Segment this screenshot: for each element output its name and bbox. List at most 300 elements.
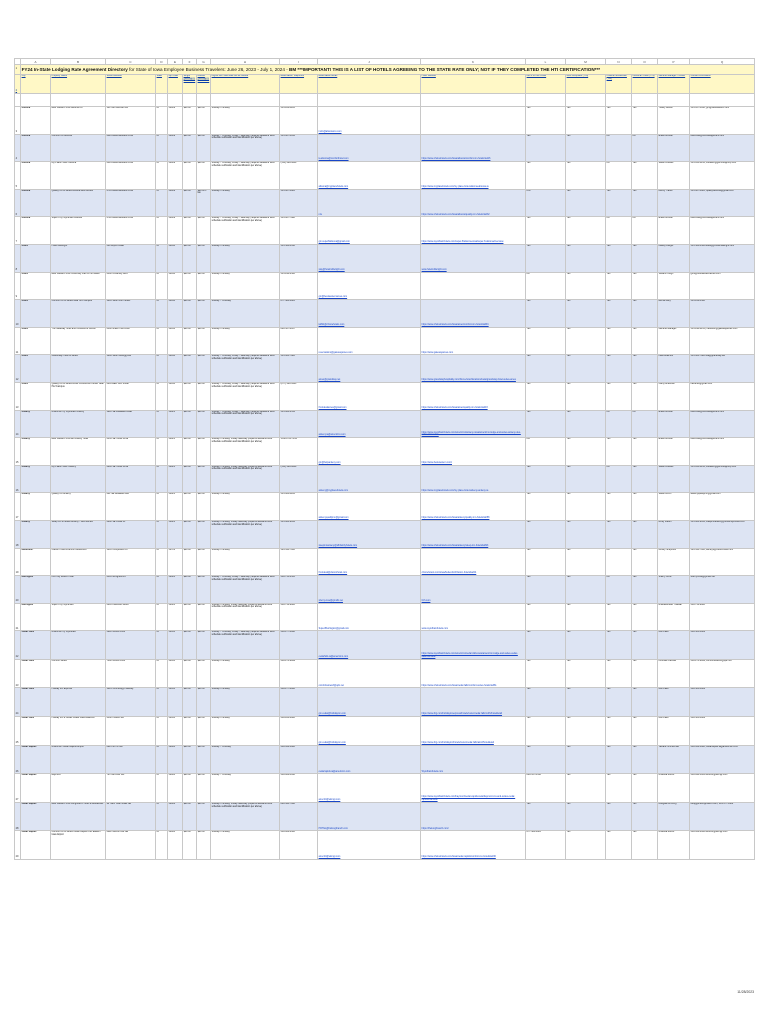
table-cell[interactable]: Yes	[632, 520, 658, 548]
table-cell[interactable]: Baymont	[51, 774, 106, 803]
table-cell[interactable]: Sunday-Thursday	[211, 688, 280, 717]
table-cell[interactable]: $80.00	[183, 244, 197, 272]
table-cell[interactable]: IA	[156, 438, 168, 466]
table-cell[interactable]: The Gateway Hotel and Conference Center	[51, 327, 106, 355]
table-cell[interactable]: 2100 Green Hills Drive	[106, 327, 156, 355]
table-cell[interactable]: Sarah Lobelier	[658, 465, 690, 493]
table-cell[interactable]: sherry.crew@gmsllc.net	[690, 576, 755, 604]
empty-cell[interactable]	[51, 94, 106, 107]
table-cell[interactable]: Ankeny	[21, 465, 51, 493]
table-cell[interactable]: 50010	[168, 244, 183, 272]
table-cell[interactable]: Ames	[21, 327, 51, 355]
table-cell[interactable]: 319-273-9999, comfortsuitescf@qdc.net	[690, 659, 755, 688]
table-cell[interactable]: Yes	[606, 272, 632, 300]
table-cell[interactable]: Yes	[566, 410, 606, 438]
table-cell[interactable]: GrandStay Hotel & Suites	[51, 355, 106, 383]
table-cell[interactable]: IA	[156, 355, 168, 383]
table-cell[interactable]: 50009	[168, 107, 183, 135]
table-cell[interactable]: stay@hotelmillwright.com	[318, 244, 421, 272]
table-cell[interactable]: 50613	[168, 717, 183, 746]
table-cell[interactable]: No	[606, 465, 632, 493]
table-cell[interactable]: Yes	[632, 465, 658, 493]
hotel-website-link[interactable]: https://www.choicehotels.com/iowa/ankeny/quality-inn-hotels/ia058	[421, 493, 526, 521]
table-cell[interactable]: Yes	[526, 107, 566, 135]
table-cell[interactable]: Keeley Dwight	[658, 244, 690, 272]
table-cell[interactable]: $80.00	[197, 134, 211, 162]
hotel-website-link[interactable]: https://www.choicehotels.com/iowa/ankeny/sleep-inn-hotels/ia093	[421, 520, 526, 548]
table-cell[interactable]: Yes	[606, 382, 632, 410]
table-cell[interactable]: Yes	[606, 688, 632, 717]
table-cell[interactable]: Best Western Plus University Park Inn & Suites	[51, 272, 106, 300]
table-cell[interactable]: 6815 6th St SW	[106, 745, 156, 774]
table-cell[interactable]: 515-850-6212, slobelier@gbrhotelgroup.com	[690, 465, 755, 493]
table-cell[interactable]: 52601	[168, 576, 183, 604]
table-cell[interactable]: gm.cedar@holidayinn.com	[318, 688, 421, 717]
table-cell[interactable]: 52404	[168, 774, 183, 803]
table-cell[interactable]: Bhavdeshwari Thakkar	[658, 603, 690, 631]
empty-cell[interactable]	[632, 94, 658, 107]
table-cell[interactable]: My Place Hotel- Ankeny	[51, 465, 106, 493]
table-cell[interactable]: Cedar Rapids	[21, 802, 51, 831]
table-cell[interactable]: 319-277-6008	[280, 631, 318, 660]
table-cell[interactable]: Yes	[632, 745, 658, 774]
table-cell[interactable]: Sunday-Thursday, Friday-Saturday (requires weekend work schedule verification and identification per above)	[211, 603, 280, 631]
table-cell[interactable]: 2716 Adventureland Drive	[106, 189, 156, 217]
table-cell[interactable]: doug@thelongbranch.com, 319-377-6386	[690, 802, 755, 831]
column-letter[interactable]: K	[421, 59, 526, 65]
table-cell[interactable]: 515-663-7820 lisa@grandstay.net	[690, 355, 755, 383]
table-cell[interactable]: Yes	[632, 244, 658, 272]
table-cell[interactable]: reservations@gatewayames.com	[318, 327, 421, 355]
table-cell[interactable]: Sunday - Thursday, Friday - Saturday (requires weekend work schedule verification and identification per above)	[211, 631, 280, 660]
table-cell[interactable]: Yes	[606, 745, 632, 774]
table-cell[interactable]: 319-753-2565	[280, 576, 318, 604]
hotel-website-link[interactable]	[421, 272, 526, 300]
column-letter[interactable]: M	[566, 59, 606, 65]
table-cell[interactable]: Sunday - Thursday, Friday - Saturday (requires weekend work schedule verification and identification per above)	[211, 217, 280, 245]
column-header[interactable]: ADA Compliant (Y/N)	[566, 75, 606, 94]
hotel-website-link[interactable]: Wyndhamhotels.com	[421, 745, 526, 774]
table-cell[interactable]: AmericInn Cedar Rapids Airport	[51, 745, 106, 774]
table-cell[interactable]: Quality Inn Ankeny	[51, 493, 106, 521]
table-cell[interactable]: IA	[156, 327, 168, 355]
table-cell[interactable]: Yes	[526, 410, 566, 438]
column-header[interactable]: State	[156, 75, 168, 94]
table-cell[interactable]: 50010	[168, 300, 183, 328]
table-cell[interactable]: IA	[156, 774, 168, 803]
table-cell[interactable]: 515-508-8310	[280, 244, 318, 272]
table-cell[interactable]: gm@bestwesternames.com	[318, 272, 421, 300]
table-cell[interactable]: Yes	[606, 520, 632, 548]
table-cell[interactable]: $80.00	[197, 355, 211, 383]
table-cell[interactable]: Yes	[526, 134, 566, 162]
table-cell[interactable]: IA	[156, 576, 168, 604]
table-cell[interactable]: IA	[156, 300, 168, 328]
table-cell[interactable]: Sunday-Thursday	[211, 327, 280, 355]
table-cell[interactable]: Yes	[566, 745, 606, 774]
table-cell[interactable]: 515-967-7888	[280, 217, 318, 245]
table-cell[interactable]: $80.00	[183, 327, 197, 355]
table-cell[interactable]: Yes	[632, 327, 658, 355]
table-cell[interactable]: 319-505-0809	[690, 688, 755, 717]
table-cell[interactable]: 52722	[168, 548, 183, 576]
table-cell[interactable]: $80.00	[197, 576, 211, 604]
table-cell[interactable]: $80.00	[183, 659, 197, 688]
table-cell[interactable]: $80.00	[197, 244, 211, 272]
column-letter[interactable]: J	[318, 59, 421, 65]
table-cell[interactable]: Ricky Patton	[658, 520, 690, 548]
table-cell[interactable]: Yes	[606, 244, 632, 272]
table-cell[interactable]: $80.00	[183, 107, 197, 135]
table-cell[interactable]: $80.00	[197, 774, 211, 803]
table-cell[interactable]: Sarah Lobelier	[658, 162, 690, 190]
column-header[interactable]: City	[21, 75, 51, 94]
table-cell[interactable]: Tamara Timmerman	[658, 745, 690, 774]
table-cell[interactable]: 515-967-4885	[280, 189, 318, 217]
table-cell[interactable]: Altoona	[21, 217, 51, 245]
table-cell[interactable]: Yes	[566, 162, 606, 190]
table-cell[interactable]: innfo@altoonainn.com	[318, 107, 421, 135]
table-cell[interactable]: $80.00	[183, 410, 197, 438]
table-cell[interactable]: $80.00	[197, 548, 211, 576]
table-cell[interactable]: gm2@bestwesternames.com	[690, 272, 755, 300]
table-cell[interactable]: 2600 SE Creek Dr.	[106, 520, 156, 548]
table-cell[interactable]: Yes	[632, 802, 658, 831]
table-cell[interactable]: IA	[156, 134, 168, 162]
hotel-website-link[interactable]: https://www.myplacehotels.com/my-place-hotel-ankeny-ankeny-ia	[421, 465, 526, 493]
hotel-website-link[interactable]	[421, 107, 526, 135]
table-cell[interactable]: erlehman@drkmanagement.com	[690, 217, 755, 245]
table-cell[interactable]: Yes	[526, 745, 566, 774]
table-cell[interactable]: Yes	[526, 548, 566, 576]
table-cell[interactable]: Yes	[632, 631, 658, 660]
table-cell[interactable]: $80.00	[197, 831, 211, 860]
table-cell[interactable]: Bettendorf	[21, 548, 51, 576]
table-cell[interactable]: Ames	[21, 355, 51, 383]
table-cell[interactable]: sherry.crew@gmsllc.net	[318, 576, 421, 604]
table-cell[interactable]: 201 SE Delaware Ave	[106, 493, 156, 521]
empty-cell[interactable]	[606, 94, 632, 107]
table-cell[interactable]: $80.00	[183, 465, 197, 493]
empty-cell[interactable]	[183, 94, 197, 107]
table-cell[interactable]: 319-273-9999	[280, 659, 318, 688]
hotel-website-link[interactable]: fcrh.com	[421, 576, 526, 604]
table-cell[interactable]: Yes	[566, 603, 606, 631]
table-cell[interactable]: Douglas De Long	[658, 802, 690, 831]
table-cell[interactable]: 3001 Kirkwood Street	[106, 603, 156, 631]
column-header[interactable]: Reservation Telephone	[280, 75, 318, 94]
hotel-website-link[interactable]: https://www.wyndhamhotels.com/americinn/cedar-falls-iowa/americinn-lodge-and-suites-cedar-falls/overview	[421, 631, 526, 660]
table-cell[interactable]: $80.00	[183, 802, 197, 831]
table-cell[interactable]: $80.00	[197, 107, 211, 135]
hotel-website-link[interactable]: https://www.choicehotels.com/iowa/ames/comfort-inn-hotels/ia091	[421, 300, 526, 328]
table-cell[interactable]: IA	[156, 659, 168, 688]
table-cell[interactable]: Sunday - Thursday	[211, 745, 280, 774]
table-cell[interactable]: $80.00	[183, 576, 197, 604]
table-cell[interactable]: No	[606, 217, 632, 245]
table-cell[interactable]: $80.00	[183, 162, 197, 190]
table-cell[interactable]: Holiday Inn Express	[51, 688, 106, 717]
column-letter[interactable]: C	[106, 59, 156, 65]
table-cell[interactable]: $80.00	[197, 603, 211, 631]
table-cell[interactable]: Yes	[526, 465, 566, 493]
column-header[interactable]: Contact Information	[690, 75, 755, 94]
table-cell[interactable]: Yes	[526, 603, 566, 631]
table-cell[interactable]: Yes	[606, 603, 632, 631]
table-cell[interactable]: Yes	[632, 438, 658, 466]
table-cell[interactable]: Cedar Rapids	[21, 831, 51, 860]
table-cell[interactable]: 515-508-8306 keeley@hotelmillwright.com	[690, 244, 755, 272]
table-cell[interactable]: N/A	[526, 189, 566, 217]
table-cell[interactable]: $80.00	[183, 631, 197, 660]
hotel-website-link[interactable]: https://www.ihg.com/holidayinn/hotels/us/en/cedar-falls/alocf/hoteldetail	[421, 717, 526, 746]
table-cell[interactable]: Super8burlington@gmail.com	[318, 603, 421, 631]
table-cell[interactable]: 2601 East 13th Street	[106, 382, 156, 410]
table-cell[interactable]: $80.00	[197, 438, 211, 466]
table-cell[interactable]: Sleep Inn & Suites Ankeny - Des Moines	[51, 520, 106, 548]
empty-cell[interactable]	[156, 94, 168, 107]
table-cell[interactable]: comfortsuitescf@qdc.net	[318, 659, 421, 688]
table-cell[interactable]: Yes	[566, 659, 606, 688]
table-cell[interactable]: Yes	[526, 244, 566, 272]
table-cell[interactable]: $80.00	[197, 631, 211, 660]
table-cell[interactable]: 52402	[168, 802, 183, 831]
table-cell[interactable]: No	[606, 134, 632, 162]
table-cell[interactable]: Sunday-Thursday	[211, 831, 280, 860]
table-cell[interactable]: Yes	[632, 576, 658, 604]
column-letter[interactable]: H	[211, 59, 280, 65]
empty-cell[interactable]	[690, 94, 755, 107]
table-cell[interactable]: IA	[156, 631, 168, 660]
table-cell[interactable]: Erika Lehman	[658, 410, 690, 438]
table-cell[interactable]: Atul Patel	[658, 717, 690, 746]
table-cell[interactable]: (515) 288-8688	[280, 465, 318, 493]
table-cell[interactable]: Sunday-Thursday	[211, 493, 280, 521]
empty-cell[interactable]	[566, 94, 606, 107]
table-cell[interactable]: 100 34th Avenue NW	[106, 107, 156, 135]
table-cell[interactable]: cameres@gmail.com	[690, 382, 755, 410]
table-cell[interactable]: Sunday-Thursday, Friday-Saturday (requires weekend work schedule verification and identification per above)	[211, 465, 280, 493]
table-cell[interactable]: ankenyqualityinn@gmail.com	[690, 493, 755, 521]
empty-cell[interactable]	[658, 94, 690, 107]
table-cell[interactable]: Yes	[526, 631, 566, 660]
table-cell[interactable]: 319-505-0809	[690, 717, 755, 746]
table-cell[interactable]: William Pough	[658, 272, 690, 300]
table-cell[interactable]: Yes	[526, 162, 566, 190]
column-letter[interactable]: O	[632, 59, 658, 65]
empty-cell[interactable]	[106, 94, 156, 107]
table-cell[interactable]: ia.altoona@comforthotel.com	[318, 134, 421, 162]
table-cell[interactable]: Quality Inn & Suites Ames Conference Center Near ISU Campus	[51, 382, 106, 410]
table-cell[interactable]: $80.00	[197, 688, 211, 717]
table-cell[interactable]: Yes	[526, 576, 566, 604]
table-cell[interactable]: 1910 SE Delaware Road	[106, 410, 156, 438]
table-cell[interactable]: 515-957-3430, gm@bestwestern.com	[690, 107, 755, 135]
column-header[interactable]: Reservation Email	[318, 75, 421, 94]
table-cell[interactable]: 50021	[168, 465, 183, 493]
table-cell[interactable]: gm.super8altoona@gmail.com	[318, 217, 421, 245]
column-letter[interactable]: I	[280, 59, 318, 65]
table-cell[interactable]: Erika Lehman	[658, 217, 690, 245]
table-cell[interactable]: Yes	[566, 300, 606, 328]
table-cell[interactable]: AmericInn by Wyndham Ankeny	[51, 410, 106, 438]
table-cell[interactable]: 2501 Mt Agnes Rd	[106, 576, 156, 604]
table-cell[interactable]: Yes	[566, 831, 606, 860]
table-cell[interactable]: 1606 South Kellogg Ave	[106, 355, 156, 383]
table-cell[interactable]: $80.00	[183, 189, 197, 217]
table-cell[interactable]: Yes	[632, 548, 658, 576]
table-cell[interactable]: 515-262-0203	[280, 107, 318, 135]
table-cell[interactable]: 319-752-9806	[280, 603, 318, 631]
table-cell[interactable]: Yes	[632, 107, 658, 135]
column-letter[interactable]: F	[183, 59, 197, 65]
table-cell[interactable]: Yes	[526, 382, 566, 410]
table-cell[interactable]: 2323 Adventureland Drive	[106, 134, 156, 162]
table-cell[interactable]: Ankeny	[21, 410, 51, 438]
table-cell[interactable]: Cathy Anderson	[658, 382, 690, 410]
table-cell[interactable]: IA	[156, 244, 168, 272]
table-cell[interactable]: ia091@choicehotels.com	[318, 300, 421, 328]
table-cell[interactable]: 300 Airport Road	[106, 244, 156, 272]
table-cell[interactable]: Yes	[632, 717, 658, 746]
table-cell[interactable]: frontdesk@clarionhotel.com	[318, 548, 421, 576]
hotel-website-link[interactable]: https://www.choicehotels.com/iowa/altoona/quality-inn-hotels/ia232	[421, 189, 526, 217]
table-cell[interactable]: $80.00	[183, 520, 197, 548]
table-cell[interactable]: No	[606, 410, 632, 438]
table-cell[interactable]: IA	[156, 162, 168, 190]
table-cell[interactable]: gm@bwpankeny.com	[318, 438, 421, 466]
hotel-website-link[interactable]: https://www.bestwestern.com/	[421, 438, 526, 466]
table-cell[interactable]: Yes	[566, 217, 606, 245]
column-letter[interactable]: P	[658, 59, 690, 65]
table-cell[interactable]: Yes	[632, 831, 658, 860]
table-cell[interactable]: (515) 288-6688	[280, 162, 318, 190]
table-cell[interactable]: Yes	[566, 382, 606, 410]
table-cell[interactable]: Yes	[526, 520, 566, 548]
table-cell[interactable]: 319-505-0809	[690, 631, 755, 660]
table-cell[interactable]: Altoona	[21, 162, 51, 190]
table-cell[interactable]: ankeny@myplacehotels.com	[318, 465, 421, 493]
table-cell[interactable]: $80.00	[197, 382, 211, 410]
table-cell[interactable]: Erika Lehman	[658, 438, 690, 466]
table-cell[interactable]: Yes	[632, 300, 658, 328]
table-cell[interactable]: Sunday-Thursday, Friday-Saturday (requires weekend work schedule verification and identification per above)	[211, 520, 280, 548]
table-cell[interactable]: 515-964-8202	[280, 493, 318, 521]
table-cell[interactable]: Yes	[566, 438, 606, 466]
table-cell[interactable]: 515-298-2211 | careswm@gatewayames.com	[690, 327, 755, 355]
table-cell[interactable]: Cedar Falls	[21, 659, 51, 688]
table-cell[interactable]: $94.00	[197, 802, 211, 831]
table-cell[interactable]: $80.00	[197, 520, 211, 548]
table-cell[interactable]: 515-850-6212, slobelier@gbrhotelgroup.com	[690, 162, 755, 190]
table-cell[interactable]: General Manager	[658, 327, 690, 355]
table-cell[interactable]: Altoona	[21, 134, 51, 162]
hotel-website-link[interactable]: choicehotels.com/iowa/bettendorf/clarion-hotels/ia224	[421, 548, 526, 576]
hotel-website-link[interactable]: https://www.choicehotels.com/iowa/cedar-rapids/comfort-inn-hotels/ia196	[421, 831, 526, 860]
table-cell[interactable]: 319-862-2300	[280, 831, 318, 860]
table-cell[interactable]: Erika Lehman	[658, 134, 690, 162]
table-cell[interactable]: 50021	[168, 520, 183, 548]
table-cell[interactable]: Yes	[566, 244, 606, 272]
table-cell[interactable]: Sunday-Thursday	[211, 272, 280, 300]
table-cell[interactable]: Sunday-Thursday, Friday-Saturday (requires weekend work schedule verification and identification per above)	[211, 438, 280, 466]
table-cell[interactable]: Comfort Suites	[51, 659, 106, 688]
table-cell[interactable]: 800-443-7660	[280, 802, 318, 831]
table-cell[interactable]: Sunday-Thursday, Friday-Saturday (requires weekend work schedule verification and identification per above)	[211, 802, 280, 831]
table-cell[interactable]: Sunday - Thursday, Friday - Saturday (requires weekend work schedule verification and identification per above)	[211, 410, 280, 438]
table-cell[interactable]: Ames	[21, 300, 51, 328]
table-cell[interactable]: IA	[156, 717, 168, 746]
table-cell[interactable]: $80.00	[197, 745, 211, 774]
table-cell[interactable]: Denny Traoré	[658, 189, 690, 217]
table-cell[interactable]: 90 Twixt Town Road NE	[106, 802, 156, 831]
table-cell[interactable]: 319-632-1800, cedarrapids.ia@americinn.com	[690, 745, 755, 774]
table-cell[interactable]: Atul Patel	[658, 688, 690, 717]
table-cell[interactable]: Yes	[566, 774, 606, 803]
table-cell[interactable]: amerritt@wkmgt.com	[318, 774, 421, 803]
table-cell[interactable]: 877-424-6423	[526, 831, 566, 860]
table-cell[interactable]: Super 8 by Wyndham Altoona	[51, 217, 106, 245]
column-header[interactable]: Single Occupancy Room Rate	[183, 75, 197, 94]
table-cell[interactable]: Nicholas Carman	[658, 659, 690, 688]
table-cell[interactable]: Yes	[632, 382, 658, 410]
table-cell[interactable]: 50613	[168, 688, 183, 717]
table-cell[interactable]: Ankeny	[21, 520, 51, 548]
table-cell[interactable]: Yes	[632, 272, 658, 300]
column-letter[interactable]: L	[526, 59, 566, 65]
table-cell[interactable]: Yes	[566, 107, 606, 135]
table-cell[interactable]: $80.00	[183, 774, 197, 803]
table-cell[interactable]: 319-277-2400	[280, 688, 318, 717]
table-cell[interactable]: AmericInn by Wyndham	[51, 631, 106, 660]
table-cell[interactable]: Cedar Falls	[21, 631, 51, 660]
hotel-website-link[interactable]: https://www.grandstayhospitality.com/find-a-hotel/locations/iowa/grandstay-hotel-suites-ames	[421, 355, 526, 383]
table-cell[interactable]: No	[632, 134, 658, 162]
table-cell[interactable]: 515-296-2500	[280, 272, 318, 300]
table-cell[interactable]: Sunday-Thursday	[211, 244, 280, 272]
table-cell[interactable]: Bernie Alley	[658, 300, 690, 328]
table-cell[interactable]: Yes	[526, 717, 566, 746]
table-cell[interactable]: 50009	[168, 162, 183, 190]
table-cell[interactable]: Comfort Inn & Suites Cedar Rapids CID Eastern Iowa Airport	[51, 831, 106, 860]
table-cell[interactable]: $80.00	[183, 745, 197, 774]
table-cell[interactable]: No	[606, 162, 632, 190]
table-cell[interactable]: Yes	[566, 688, 606, 717]
table-cell[interactable]: ankenyqualityinn@gmail.com	[318, 493, 421, 521]
table-cell[interactable]: Yes	[566, 576, 606, 604]
table-cell[interactable]: 1614 Technology Parkway	[106, 688, 156, 717]
table-cell[interactable]: erlehman@drkmanagement.com	[690, 410, 755, 438]
table-cell[interactable]: 2206 SE Tones Drive	[106, 465, 156, 493]
empty-cell[interactable]	[421, 94, 526, 107]
table-cell[interactable]: Yes	[606, 631, 632, 660]
table-cell[interactable]: 4560 Hudson Rd	[106, 717, 156, 746]
table-cell[interactable]: Sunday - Thursday	[211, 774, 280, 803]
table-cell[interactable]: 52404	[168, 831, 183, 860]
table-cell[interactable]: Yes	[526, 300, 566, 328]
table-cell[interactable]: $80.00	[183, 688, 197, 717]
column-letter[interactable]: N	[606, 59, 632, 65]
column-letter[interactable]: G	[197, 59, 211, 65]
table-cell[interactable]: Yes	[632, 355, 658, 383]
table-cell[interactable]: Yes	[606, 327, 632, 355]
table-cell[interactable]: 2720 Adventureland Drive	[106, 217, 156, 245]
table-cell[interactable]: IA	[156, 107, 168, 135]
table-cell[interactable]: Cedar Falls	[21, 717, 51, 746]
table-cell[interactable]: $80.00	[183, 493, 197, 521]
empty-cell[interactable]	[21, 94, 51, 107]
table-cell[interactable]: 50009	[168, 189, 183, 217]
